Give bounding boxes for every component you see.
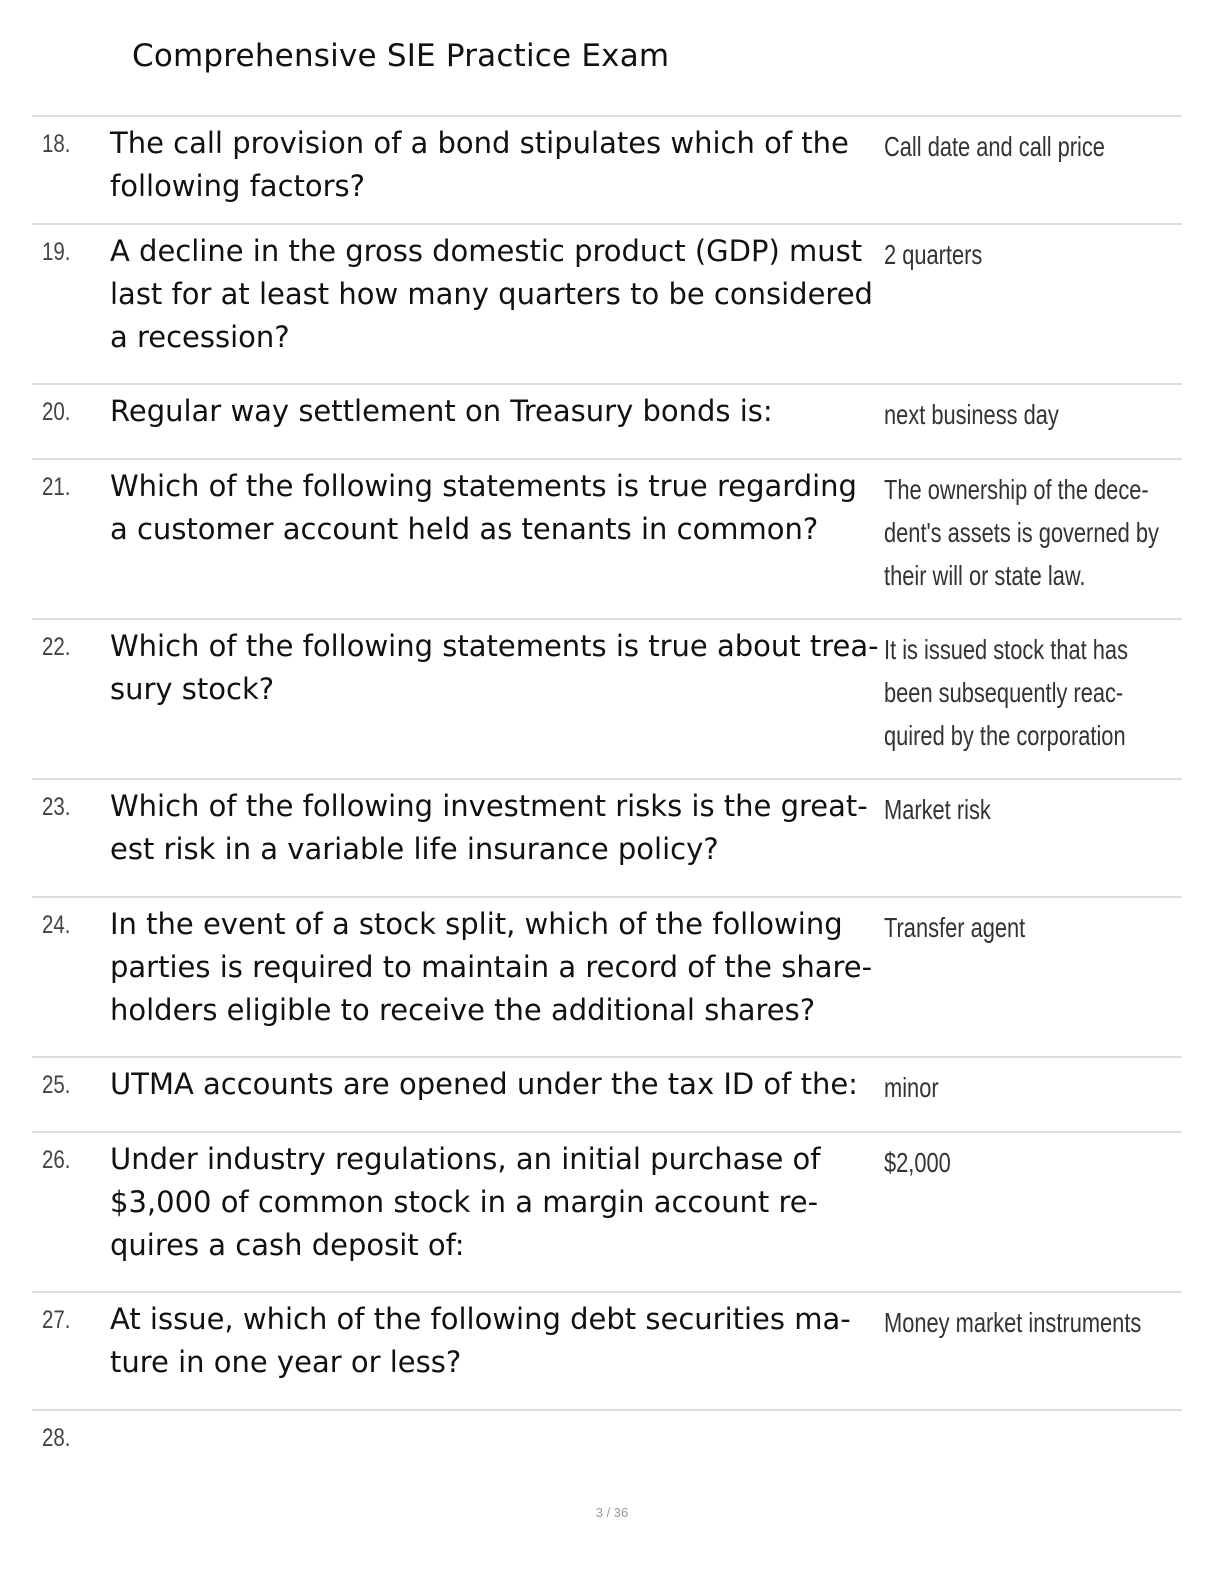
question-number: 27. — [42, 1306, 71, 1334]
question-number: 25. — [42, 1071, 71, 1099]
question-number: 18. — [42, 130, 71, 158]
question-text: Which of the following investment risks is the great-est risk in a variable life insurance policy? — [110, 789, 868, 866]
question-text: Which of the following statements is true about trea-sury stock? — [110, 629, 879, 706]
question-text: UTMA accounts are opened under the tax ID of the: — [110, 1067, 858, 1101]
question-row — [32, 1131, 1182, 1291]
question-text: At issue, which of the following debt securities ma-ture in one year or less? — [110, 1302, 851, 1379]
answer-text: Market risk — [884, 794, 991, 825]
answer-text: $2,000 — [884, 1147, 951, 1178]
answer-text: Call date and call price — [884, 131, 1105, 162]
question-number: 28. — [42, 1424, 71, 1452]
page-indicator: 3 / 36 — [595, 1505, 629, 1520]
question-row — [32, 1291, 1182, 1409]
question-text: The call provision of a bond stipulates which of the following factors? — [110, 126, 849, 203]
question-text: Under industry regulations, an initial purchase of $3,000 of common stock in a margin account re-quires a cash deposit of: — [110, 1142, 821, 1262]
question-row — [32, 458, 1182, 618]
question-text: A decline in the gross domestic product (GDP) must last for at least how many quarters to be considered a recession? — [110, 234, 873, 354]
question-row — [32, 383, 1182, 458]
question-row — [32, 115, 1182, 223]
question-row — [32, 778, 1182, 896]
question-text: Which of the following statements is true regarding a customer account held as tenants in common? — [110, 469, 857, 546]
answer-text: minor — [884, 1072, 939, 1103]
question-number: 24. — [42, 911, 71, 939]
answer-text: It is issued stock that has been subsequently reac-quired by the corporation — [884, 634, 1128, 751]
page-title: Comprehensive SIE Practice Exam — [132, 38, 670, 74]
question-text: In the event of a stock split, which of the following parties is required to maintain a record of the share-holders eligible to receive the additional shares? — [110, 907, 873, 1027]
answer-text: Money market instruments — [884, 1307, 1142, 1338]
question-list — [32, 115, 1182, 1489]
answer-text: Transfer agent — [884, 912, 1026, 943]
question-row — [32, 618, 1182, 778]
question-row — [32, 223, 1182, 383]
question-number: 21. — [42, 473, 71, 501]
question-number: 23. — [42, 793, 71, 821]
question-number: 26. — [42, 1146, 71, 1174]
question-row — [32, 1409, 1182, 1489]
question-text: Regular way settlement on Treasury bonds is: — [110, 394, 773, 428]
question-number: 22. — [42, 633, 71, 661]
question-number: 20. — [42, 398, 71, 426]
answer-text: next business day — [884, 399, 1059, 430]
answer-text: The ownership of the dece-dent's assets is governed by their will or state law. — [884, 474, 1159, 591]
answer-text: 2 quarters — [884, 239, 983, 270]
question-row — [32, 1056, 1182, 1131]
question-number: 19. — [42, 238, 71, 266]
question-row — [32, 896, 1182, 1056]
